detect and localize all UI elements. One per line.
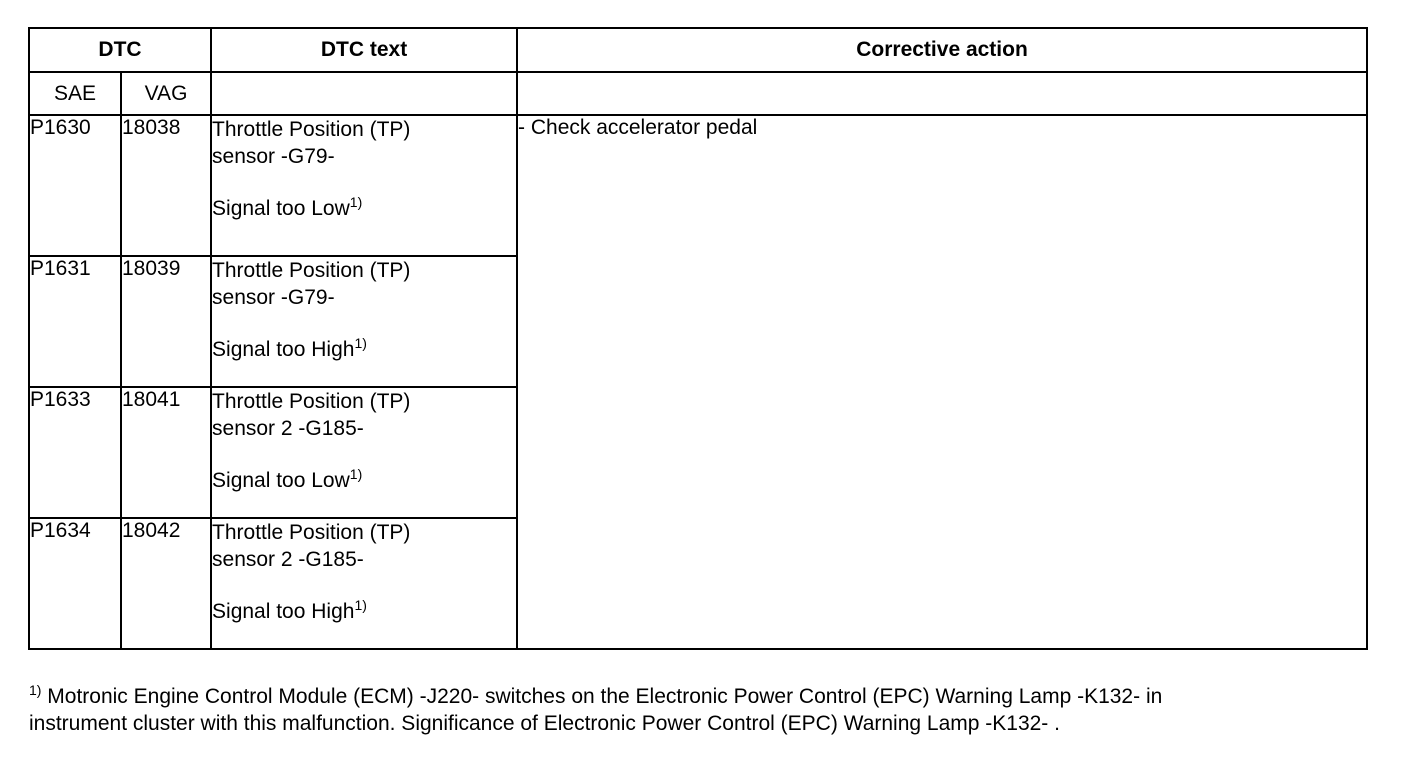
dtc-signal-text: Signal too Low bbox=[212, 469, 350, 492]
footnote-ref: 1) bbox=[354, 335, 367, 351]
sae-code: P1630 bbox=[29, 115, 121, 256]
dtc-signal bbox=[212, 333, 516, 366]
header-row bbox=[29, 28, 1367, 72]
footnote-text-line2: instrument cluster with this malfunction. Significance of Electronic Power Control (EPC) Warning Lamp -K132- . bbox=[29, 712, 1060, 735]
dtc-text-line1: Throttle Position (TP) bbox=[212, 259, 411, 282]
dtc-text-line2: sensor 2 -G185- bbox=[212, 417, 364, 440]
header-dtc: DTC bbox=[29, 28, 211, 72]
footnote-marker: 1) bbox=[29, 682, 42, 698]
vag-code: 18041 bbox=[121, 387, 211, 518]
dtc-signal bbox=[212, 595, 516, 628]
subheader-vag: VAG bbox=[121, 72, 211, 115]
vag-code: 18042 bbox=[121, 518, 211, 649]
footnote bbox=[29, 683, 1369, 737]
corrective-action-cell bbox=[517, 115, 1367, 649]
footnote-ref: 1) bbox=[349, 194, 363, 210]
dtc-text-line1: Throttle Position (TP) bbox=[212, 521, 411, 544]
header-dtc-text: DTC text bbox=[211, 28, 517, 72]
dtc-description bbox=[211, 387, 517, 518]
dtc-text-line2: sensor 2 -G185- bbox=[212, 548, 364, 571]
footnote-ref: 1) bbox=[349, 466, 363, 482]
dtc-signal bbox=[212, 192, 516, 225]
table-row bbox=[29, 115, 1367, 256]
dtc-signal-text: Signal too High bbox=[212, 600, 355, 623]
dtc-signal-text: Signal too High bbox=[212, 338, 355, 361]
dtc-description bbox=[211, 518, 517, 649]
vag-code: 18038 bbox=[121, 115, 211, 256]
dtc-description bbox=[211, 115, 517, 256]
subheader-sae: SAE bbox=[29, 72, 121, 115]
footnote-ref: 1) bbox=[354, 597, 367, 613]
dtc-text-line1: Throttle Position (TP) bbox=[212, 118, 411, 141]
sae-code: P1631 bbox=[29, 256, 121, 387]
sae-code: P1634 bbox=[29, 518, 121, 649]
dtc-signal bbox=[212, 464, 516, 497]
dtc-text-line2: sensor -G79- bbox=[212, 145, 335, 168]
dtc-table bbox=[28, 27, 1368, 650]
dtc-description bbox=[211, 256, 517, 387]
subheader-dtc-text-empty bbox=[211, 72, 517, 115]
dtc-text-line2: sensor -G79- bbox=[212, 286, 335, 309]
subheader-action-empty bbox=[517, 72, 1367, 115]
vag-code: 18039 bbox=[121, 256, 211, 387]
subheader-row bbox=[29, 72, 1367, 115]
header-corrective-action: Corrective action bbox=[517, 28, 1367, 72]
sae-code: P1633 bbox=[29, 387, 121, 518]
dtc-signal-text: Signal too Low bbox=[212, 197, 350, 220]
footnote-text-line1: Motronic Engine Control Module (ECM) -J220- switches on the Electronic Power Control (EPC) Warning Lamp -K132- in bbox=[41, 685, 1163, 708]
dtc-text-line1: Throttle Position (TP) bbox=[212, 390, 411, 413]
corrective-action-text: - Check accelerator pedal bbox=[518, 116, 758, 139]
